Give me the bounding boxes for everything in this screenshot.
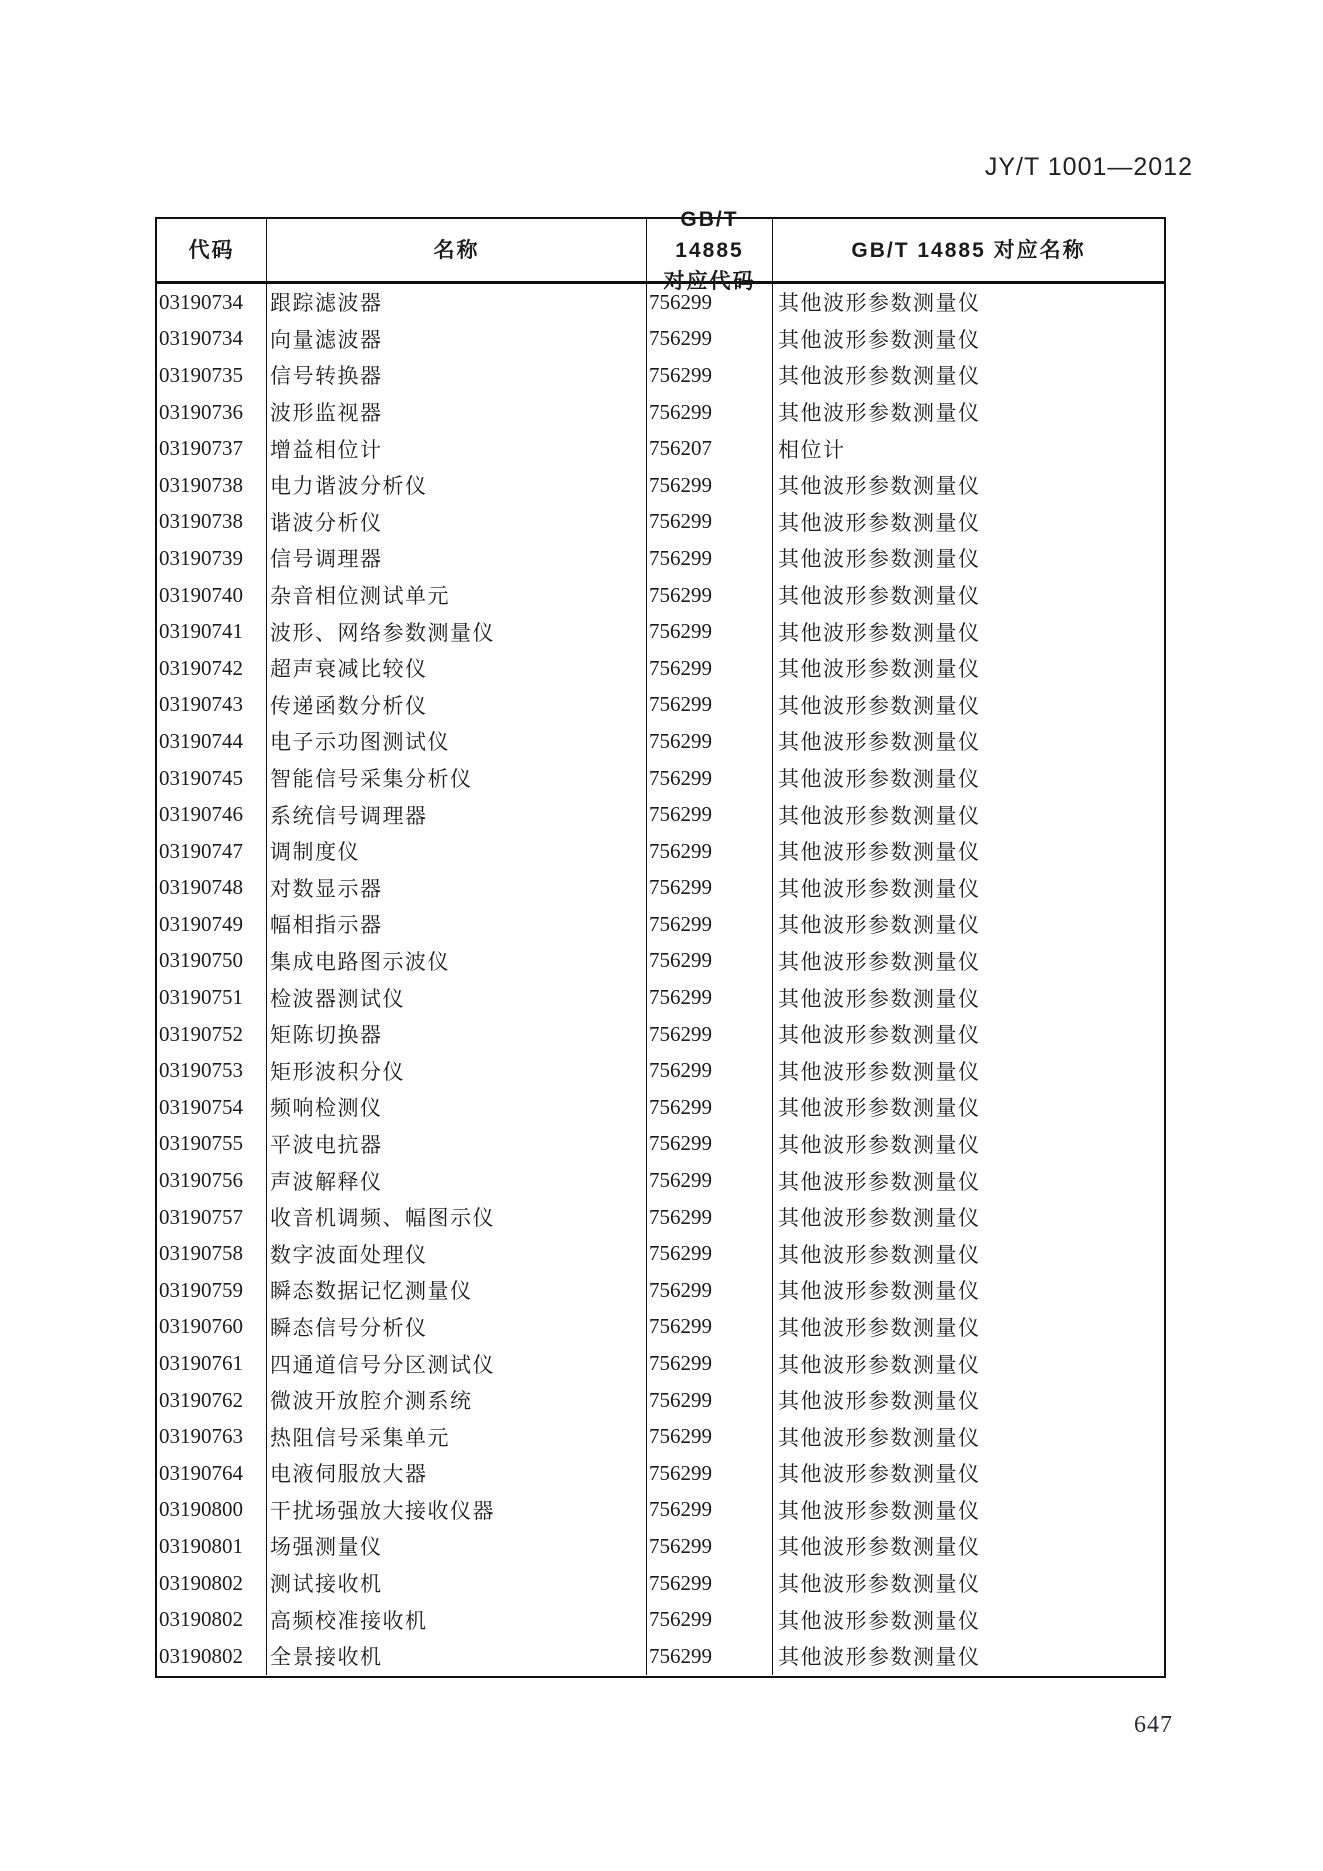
cell-gbt-code: 756299	[647, 833, 773, 870]
cell-gbt-code: 756299	[647, 760, 773, 797]
cell-code: 03190802	[157, 1638, 267, 1675]
cell-name: 电液伺服放大器	[267, 1455, 647, 1492]
table-row	[157, 284, 1164, 321]
cell-name: 波形监视器	[267, 394, 647, 431]
cell-name: 智能信号采集分析仪	[267, 760, 647, 797]
cell-name: 矩陈切换器	[267, 1016, 647, 1053]
cell-name: 信号调理器	[267, 540, 647, 577]
cell-gbt-name: 其他波形参数测量仪	[778, 840, 981, 865]
cell-name: 对数显示器	[267, 870, 647, 907]
cell-gbt-name: 其他波形参数测量仪	[778, 1096, 981, 1121]
cell-gbt-code: 756299	[647, 1565, 773, 1602]
cell-code: 03190802	[157, 1565, 267, 1602]
cell-gbt-name: 其他波形参数测量仪	[778, 1645, 981, 1670]
cell-name: 增益相位计	[267, 430, 647, 467]
cell-name: 调制度仪	[267, 833, 647, 870]
cell-gbt-name: 其他波形参数测量仪	[778, 803, 981, 828]
cell-gbt-code: 756299	[647, 504, 773, 541]
table-row	[157, 1492, 1164, 1529]
column-header-gbt-code-line2: 对应代码	[663, 269, 756, 293]
cell-gbt-code: 756299	[647, 650, 773, 687]
cell-gbt-code: 756299	[647, 906, 773, 943]
cell-gbt-code: 756299	[647, 1455, 773, 1492]
cell-code: 03190738	[157, 504, 267, 541]
column-header-gbt-code	[647, 207, 773, 293]
column-header-name: 名称	[267, 219, 647, 281]
cell-gbt-name: 其他波形参数测量仪	[778, 1206, 981, 1231]
cell-gbt-name: 其他波形参数测量仪	[778, 291, 981, 316]
cell-gbt-code: 756299	[647, 1126, 773, 1163]
cell-gbt-code: 756299	[647, 467, 773, 504]
table-row	[157, 687, 1164, 724]
cell-gbt-name: 其他波形参数测量仪	[778, 547, 981, 572]
cell-code: 03190734	[157, 321, 267, 358]
cell-gbt-code: 756299	[647, 1418, 773, 1455]
cell-code: 03190741	[157, 613, 267, 650]
cell-name: 电力谐波分析仪	[267, 467, 647, 504]
cell-name: 超声衰减比较仪	[267, 650, 647, 687]
cell-gbt-code: 756299	[647, 870, 773, 907]
cell-gbt-code: 756299	[647, 540, 773, 577]
cell-gbt-code: 756299	[647, 1235, 773, 1272]
cell-name: 场强测量仪	[267, 1528, 647, 1565]
table-body	[157, 284, 1164, 1675]
cell-code: 03190800	[157, 1492, 267, 1529]
cell-gbt-name: 其他波形参数测量仪	[778, 1242, 981, 1267]
cell-gbt-code: 756299	[647, 1199, 773, 1236]
cell-name: 信号转换器	[267, 357, 647, 394]
cell-gbt-code: 756299	[647, 394, 773, 431]
cell-code: 03190756	[157, 1162, 267, 1199]
table-row	[157, 1638, 1164, 1675]
cell-gbt-name: 其他波形参数测量仪	[778, 1352, 981, 1377]
cell-gbt-name: 其他波形参数测量仪	[778, 1572, 981, 1597]
table-row	[157, 760, 1164, 797]
cell-name: 系统信号调理器	[267, 796, 647, 833]
table-row	[157, 577, 1164, 614]
cell-gbt-code: 756299	[647, 723, 773, 760]
table-row	[157, 943, 1164, 980]
cell-name: 矩形波积分仪	[267, 1052, 647, 1089]
cell-name: 瞬态信号分析仪	[267, 1309, 647, 1346]
cell-code: 03190753	[157, 1052, 267, 1089]
standard-reference-header: JY/T 1001—2012	[984, 153, 1193, 181]
cell-gbt-name: 其他波形参数测量仪	[778, 1023, 981, 1048]
cell-gbt-code: 756299	[647, 1601, 773, 1638]
cell-name: 传递函数分析仪	[267, 687, 647, 724]
cell-name: 高频校准接收机	[267, 1601, 647, 1638]
cell-gbt-code: 756299	[647, 1528, 773, 1565]
cell-gbt-code: 756299	[647, 577, 773, 614]
cell-gbt-code: 756299	[647, 687, 773, 724]
cell-code: 03190740	[157, 577, 267, 614]
cell-code: 03190757	[157, 1199, 267, 1236]
table-row	[157, 1345, 1164, 1382]
cell-name: 声波解释仪	[267, 1162, 647, 1199]
cell-gbt-name: 其他波形参数测量仪	[778, 401, 981, 426]
table-row	[157, 650, 1164, 687]
cell-code: 03190742	[157, 650, 267, 687]
cell-gbt-code: 756299	[647, 1272, 773, 1309]
table-header-row	[157, 207, 1164, 293]
table-row	[157, 394, 1164, 431]
table-row	[157, 1199, 1164, 1236]
table-row	[157, 1418, 1164, 1455]
table-row	[157, 357, 1164, 394]
cell-name: 微波开放腔介测系统	[267, 1382, 647, 1419]
cell-code: 03190745	[157, 760, 267, 797]
table-row	[157, 430, 1164, 467]
cell-gbt-code: 756299	[647, 1492, 773, 1529]
cell-gbt-name: 其他波形参数测量仪	[778, 510, 981, 535]
cell-name: 收音机调频、幅图示仪	[267, 1199, 647, 1236]
cell-code: 03190759	[157, 1272, 267, 1309]
cell-name: 平波电抗器	[267, 1126, 647, 1163]
cell-gbt-name: 其他波形参数测量仪	[778, 1169, 981, 1194]
code-mapping-table	[155, 207, 1166, 1678]
cell-code: 03190738	[157, 467, 267, 504]
cell-code: 03190748	[157, 870, 267, 907]
cell-code: 03190750	[157, 943, 267, 980]
table-row	[157, 796, 1164, 833]
cell-gbt-name: 其他波形参数测量仪	[778, 474, 981, 499]
cell-name: 电子示功图测试仪	[267, 723, 647, 760]
cell-code: 03190752	[157, 1016, 267, 1053]
cell-code: 03190754	[157, 1089, 267, 1126]
cell-name: 杂音相位测试单元	[267, 577, 647, 614]
cell-code: 03190743	[157, 687, 267, 724]
cell-gbt-name: 相位计	[778, 437, 846, 462]
cell-gbt-name: 其他波形参数测量仪	[778, 876, 981, 901]
table-row	[157, 979, 1164, 1016]
cell-gbt-code: 756299	[647, 1382, 773, 1419]
table-row	[157, 1162, 1164, 1199]
cell-gbt-name: 其他波形参数测量仪	[778, 1389, 981, 1414]
column-header-gbt-name: GB/T 14885 对应名称	[851, 238, 1086, 262]
cell-code: 03190758	[157, 1235, 267, 1272]
cell-code: 03190736	[157, 394, 267, 431]
cell-gbt-name: 其他波形参数测量仪	[778, 1498, 981, 1523]
table-row	[157, 1052, 1164, 1089]
cell-code: 03190760	[157, 1309, 267, 1346]
cell-gbt-code: 756299	[647, 284, 773, 321]
cell-gbt-name: 其他波形参数测量仪	[778, 986, 981, 1011]
cell-gbt-name: 其他波形参数测量仪	[778, 1059, 981, 1084]
cell-name: 四通道信号分区测试仪	[267, 1345, 647, 1382]
cell-code: 03190735	[157, 357, 267, 394]
cell-gbt-name: 其他波形参数测量仪	[778, 584, 981, 609]
cell-gbt-name: 其他波形参数测量仪	[778, 1425, 981, 1450]
cell-name: 集成电路图示波仪	[267, 943, 647, 980]
cell-name: 跟踪滤波器	[267, 284, 647, 321]
cell-gbt-code: 756299	[647, 1052, 773, 1089]
table-row	[157, 540, 1164, 577]
table-row	[157, 833, 1164, 870]
cell-gbt-code: 756299	[647, 979, 773, 1016]
cell-code: 03190737	[157, 430, 267, 467]
cell-name: 全景接收机	[267, 1638, 647, 1675]
cell-code: 03190761	[157, 1345, 267, 1382]
table-row	[157, 504, 1164, 541]
cell-gbt-name: 其他波形参数测量仪	[778, 730, 981, 755]
cell-gbt-name: 其他波形参数测量仪	[778, 1608, 981, 1633]
table-row	[157, 1565, 1164, 1602]
cell-name: 数字波面处理仪	[267, 1235, 647, 1272]
table-row	[157, 1528, 1164, 1565]
cell-name: 谐波分析仪	[267, 504, 647, 541]
table-row	[157, 613, 1164, 650]
cell-gbt-code: 756299	[647, 1016, 773, 1053]
cell-gbt-name: 其他波形参数测量仪	[778, 1315, 981, 1340]
cell-gbt-code: 756299	[647, 321, 773, 358]
table-row	[157, 1272, 1164, 1309]
cell-code: 03190749	[157, 906, 267, 943]
page-number: 647	[1134, 1712, 1173, 1738]
cell-name: 幅相指示器	[267, 906, 647, 943]
table-row	[157, 1089, 1164, 1126]
table-row	[157, 467, 1164, 504]
table-row	[157, 1016, 1164, 1053]
cell-code: 03190751	[157, 979, 267, 1016]
cell-gbt-code: 756299	[647, 1162, 773, 1199]
cell-code: 03190801	[157, 1528, 267, 1565]
column-header-code: 代码	[157, 219, 267, 281]
cell-code: 03190802	[157, 1601, 267, 1638]
cell-name: 检波器测试仪	[267, 979, 647, 1016]
cell-gbt-name: 其他波形参数测量仪	[778, 657, 981, 682]
cell-gbt-name: 其他波形参数测量仪	[778, 1279, 981, 1304]
cell-gbt-name: 其他波形参数测量仪	[778, 767, 981, 792]
cell-code: 03190763	[157, 1418, 267, 1455]
cell-code: 03190755	[157, 1126, 267, 1163]
table-row	[157, 1382, 1164, 1419]
table-row	[157, 723, 1164, 760]
cell-gbt-name: 其他波形参数测量仪	[778, 327, 981, 352]
cell-code: 03190747	[157, 833, 267, 870]
cell-gbt-code: 756299	[647, 796, 773, 833]
cell-name: 瞬态数据记忆测量仪	[267, 1272, 647, 1309]
cell-gbt-code: 756207	[647, 430, 773, 467]
table-row	[157, 1126, 1164, 1163]
cell-gbt-name: 其他波形参数测量仪	[778, 1462, 981, 1487]
cell-gbt-name: 其他波形参数测量仪	[778, 620, 981, 645]
cell-gbt-name: 其他波形参数测量仪	[778, 364, 981, 389]
cell-gbt-code: 756299	[647, 943, 773, 980]
cell-name: 向量滤波器	[267, 321, 647, 358]
cell-gbt-code: 756299	[647, 357, 773, 394]
cell-gbt-name: 其他波形参数测量仪	[778, 1132, 981, 1157]
table-row	[157, 870, 1164, 907]
cell-name: 波形、网络参数测量仪	[267, 613, 647, 650]
table-row	[157, 1455, 1164, 1492]
column-header-gbt-code-line1: GB/T 14885	[675, 207, 744, 262]
cell-name: 热阻信号采集单元	[267, 1418, 647, 1455]
table-row	[157, 1235, 1164, 1272]
cell-name: 测试接收机	[267, 1565, 647, 1602]
cell-name: 频响检测仪	[267, 1089, 647, 1126]
cell-name: 干扰场强放大接收仪器	[267, 1492, 647, 1529]
cell-code: 03190739	[157, 540, 267, 577]
cell-code: 03190762	[157, 1382, 267, 1419]
cell-gbt-code: 756299	[647, 1309, 773, 1346]
cell-gbt-name: 其他波形参数测量仪	[778, 1535, 981, 1560]
table-row	[157, 321, 1164, 358]
cell-gbt-name: 其他波形参数测量仪	[778, 913, 981, 938]
cell-code: 03190764	[157, 1455, 267, 1492]
cell-gbt-code: 756299	[647, 1345, 773, 1382]
cell-gbt-name: 其他波形参数测量仪	[778, 949, 981, 974]
cell-gbt-name: 其他波形参数测量仪	[778, 693, 981, 718]
table-row	[157, 1601, 1164, 1638]
cell-code: 03190746	[157, 796, 267, 833]
table-row	[157, 906, 1164, 943]
cell-code: 03190734	[157, 284, 267, 321]
cell-code: 03190744	[157, 723, 267, 760]
cell-gbt-code: 756299	[647, 613, 773, 650]
cell-gbt-code: 756299	[647, 1638, 773, 1675]
table-row	[157, 1309, 1164, 1346]
cell-gbt-code: 756299	[647, 1089, 773, 1126]
